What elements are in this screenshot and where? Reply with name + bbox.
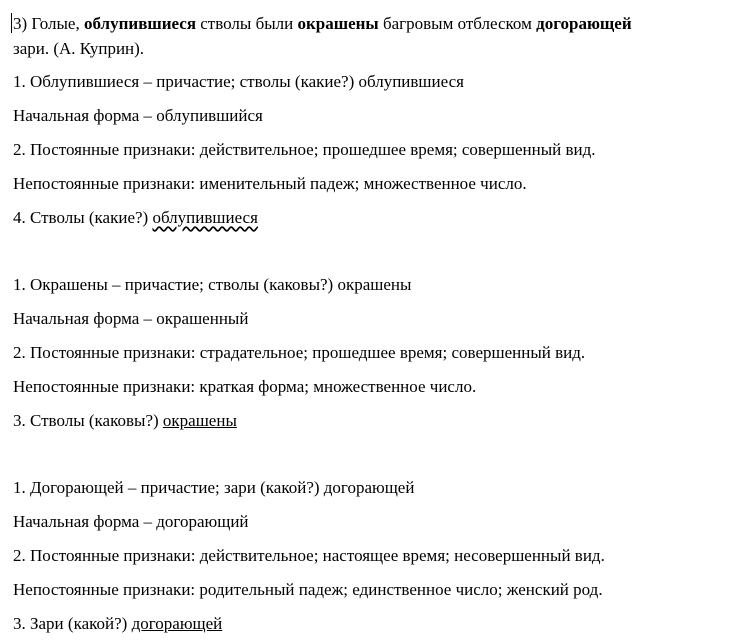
block1-line-3: 2. Постоянные признаки: действительное; прошедшее время; совершенный вид. bbox=[13, 140, 596, 159]
block1-line-2: Начальная форма – облупившийся bbox=[13, 106, 263, 125]
block1-line-5 bbox=[13, 208, 258, 228]
block3-line-3: 2. Постоянные признаки: действительное; настоящее время; несовершенный вид. bbox=[13, 546, 605, 565]
block2-line-1: 1. Окрашены – причастие; стволы (каковы?) окрашены bbox=[13, 275, 412, 294]
bold-word-3: догорающей bbox=[536, 14, 632, 33]
block2-line-5-prefix: 3. Стволы (каковы?) bbox=[13, 411, 163, 430]
block3-line-5 bbox=[13, 614, 222, 634]
text-cursor bbox=[11, 13, 12, 33]
block3-line-1: 1. Догорающей – причастие; зари (какой?) догорающей bbox=[13, 478, 415, 497]
block2-underlined-word: окрашены bbox=[162, 411, 237, 430]
sentence-line-2: зари. (А. Куприн). bbox=[13, 39, 145, 58]
block2-line-4: Непостоянные признаки: краткая форма; множественное число. bbox=[13, 377, 477, 396]
bold-word-2: окрашены bbox=[297, 14, 379, 33]
block2-line-2: Начальная форма – окрашенный bbox=[13, 309, 249, 328]
block3-line-5-prefix: 3. Зари (какой?) bbox=[13, 614, 132, 633]
sentence-text-2: стволы были bbox=[196, 14, 298, 33]
block3-line-4: Непостоянные признаки: родительный падеж; единственное число; женский род. bbox=[13, 580, 603, 599]
block1-line-4: Непостоянные признаки: именительный падеж; множественное число. bbox=[13, 174, 527, 193]
block1-line-1: 1. Облупившиеся – причастие; стволы (какие?) облупившиеся bbox=[13, 72, 464, 91]
block3-line-2: Начальная форма – догорающий bbox=[13, 512, 249, 531]
block3-underlined-word: догорающей bbox=[131, 614, 223, 633]
sentence-text-3: багровым отблеском bbox=[378, 14, 537, 33]
block2-line-5 bbox=[13, 411, 237, 431]
block1-underlined-word: облупившиеся bbox=[152, 208, 258, 227]
sentence-text-1: 3) Голые, bbox=[13, 14, 84, 33]
bold-word-1: облупившиеся bbox=[83, 14, 197, 33]
block2-line-3: 2. Постоянные признаки: страдательное; прошедшее время; совершенный вид. bbox=[13, 343, 586, 362]
sentence-line-1 bbox=[13, 14, 632, 34]
block1-line-5-prefix: 4. Стволы (какие?) bbox=[13, 208, 153, 227]
